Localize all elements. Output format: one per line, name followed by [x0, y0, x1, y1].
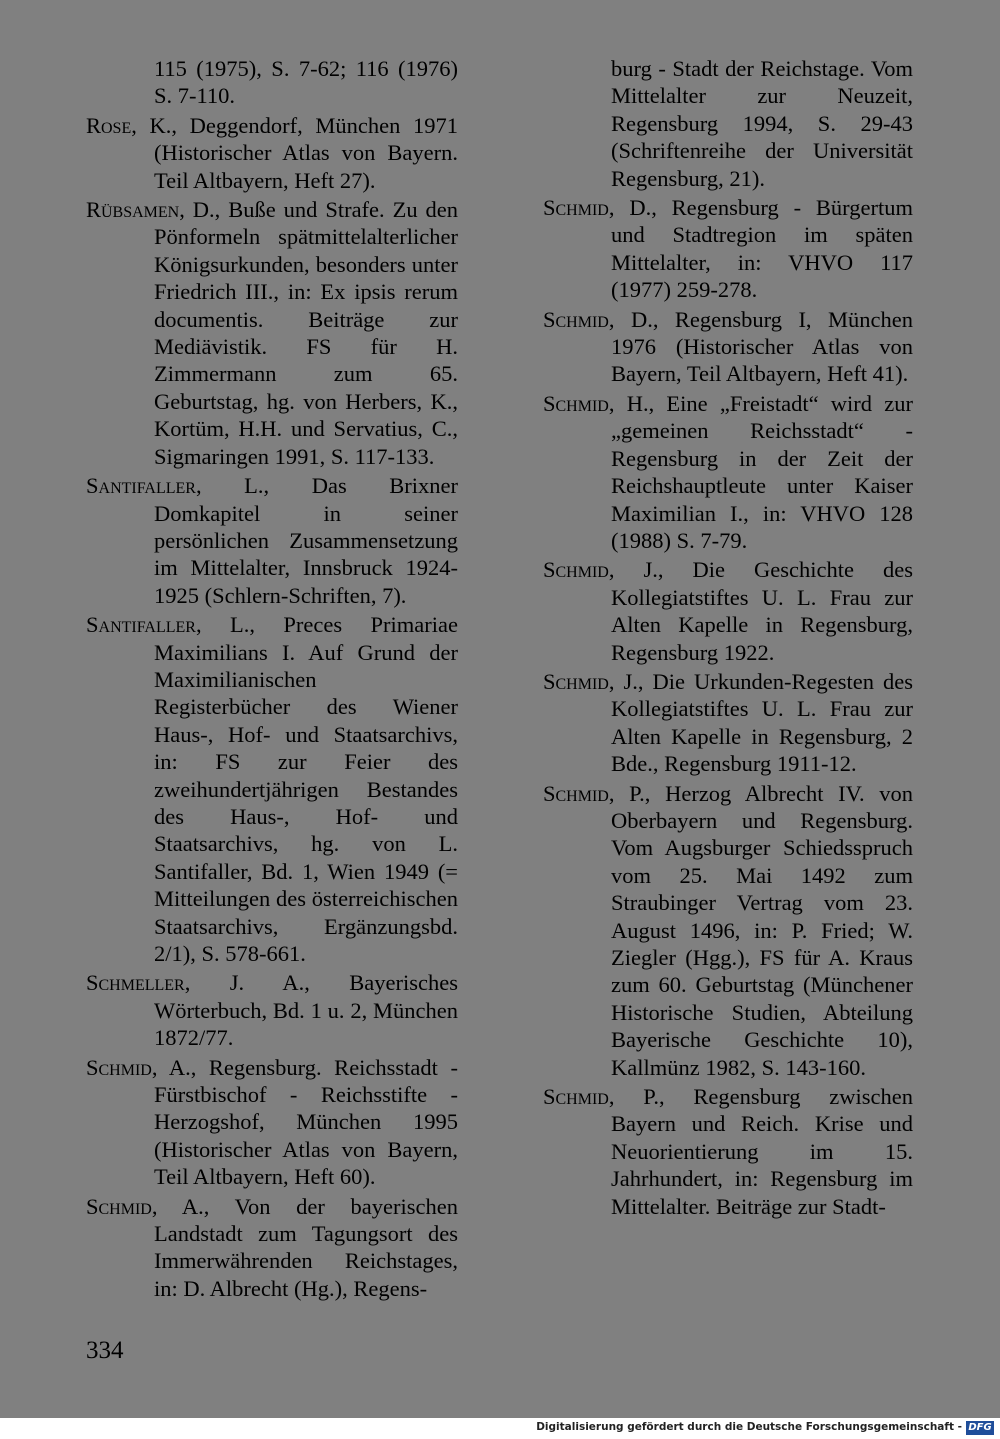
entry-author: Schmid	[86, 1054, 152, 1080]
bibliography-entry	[86, 611, 458, 967]
entry-text: , A., Von der bayerischen Landstadt zum Tagungsort des Immerwährenden Reichstages, in: D. Albrecht (Hg.), Regens-	[151, 1193, 458, 1301]
entry-text: , J., Die Urkunden-Regesten des Kollegiatstiftes U. L. Frau zur Alten Kapelle in Regensburg, 2 Bde., Regensburg 1911-12.	[608, 668, 913, 777]
dfg-logo: DFG	[966, 1421, 994, 1435]
left-column	[86, 55, 458, 1304]
entry-text: 115 (1975), S. 7-62; 116 (1976) S. 7-110.	[154, 56, 458, 109]
entry-author: Rose	[86, 112, 132, 138]
bibliography-entry	[86, 472, 458, 609]
bibliography-entry	[543, 780, 913, 1081]
bibliography-entry	[86, 1054, 458, 1191]
entry-author: Santifaller	[86, 612, 196, 638]
entry-text: , D., Regensburg I, München 1976 (Historischer Atlas von Bayern, Teil Altbayern, Heft 41).	[608, 306, 913, 387]
entry-text: , L., Preces Primariae Maximilians I. Auf Grund der Maximilianischen Registerbücher des Wiener Haus-, Hof- und Staatsarchivs, in: FS zur Feier des zweihundertjährigen Bestandes des Haus-, Hof- und Staatsarchivs, hg. von L. Santifaller, Bd. 1, Wien 1949 (= Mitteilungen des österreichischen Staatsarchivs, Ergänzungsbd. 2/1), S. 578-661.	[154, 612, 458, 966]
page-number: 334	[86, 1337, 124, 1364]
bibliography-entry	[543, 390, 913, 554]
entry-author: Schmid	[543, 306, 609, 332]
entry-text: , K., Deggendorf, München 1971 (Historischer Atlas von Bayern. Teil Altbayern, Heft 27).	[131, 112, 458, 193]
right-column	[543, 55, 913, 1222]
bibliography-entry	[86, 112, 458, 194]
bibliography-entry-continued	[86, 55, 458, 110]
entry-author: Schmeller	[86, 970, 185, 996]
entry-text: , J., Die Geschichte des Kollegiatstiftes U. L. Frau zur Alten Kapelle in Regensburg, Regensburg 1922.	[608, 557, 913, 665]
entry-author: Schmid	[543, 780, 609, 806]
bibliography-entry	[543, 1083, 913, 1220]
bibliography-entry	[86, 196, 458, 470]
bibliography-entry	[543, 668, 913, 778]
entry-author: Schmid	[86, 1193, 152, 1219]
entry-author: Schmid	[543, 668, 609, 694]
entry-author: Schmid	[543, 195, 609, 221]
bibliography-entry	[86, 1193, 458, 1303]
footer-credit-text: Digitalisierung gefördert durch die Deutsche Forschungsgemeinschaft -	[536, 1421, 962, 1433]
entry-text: , D., Regensburg - Bürgertum und Stadtregion im späten Mittelalter, in: VHVO 117 (1977) 259-278.	[608, 195, 913, 303]
bibliography-entry	[86, 969, 458, 1051]
bibliography-entry	[543, 194, 913, 304]
entry-text: , P., Regensburg zwischen Bayern und Reich. Krise und Neuorientierung im 15. Jahrhundert, in: Regensburg im Mittelalter. Beiträge zur Stadt-	[608, 1084, 913, 1219]
entry-text: , A., Regensburg. Reichsstadt - Fürstbischof - Reichsstifte - Herzogshof, München 1995 (Historischer Atlas von Bayern, Teil Altbayern, Heft 60).	[151, 1054, 458, 1190]
entry-text: , P., Herzog Albrecht IV. von Oberbayern und Regensburg. Vom Augsburger Schiedsspruch vom 25. Mai 1492 zum Straubinger Vertrag vom 23. August 1496, in: P. Fried; W. Ziegler (Hgg.), FS für A. Kraus zum 60. Geburtstag (Münchener Historische Studien, Abteilung Bayerische Geschichte 10), Kallmünz 1982, S. 143-160.	[608, 780, 913, 1080]
entry-author: Rübsamen	[86, 197, 180, 223]
entry-text: , D., Buße und Strafe. Zu den Pönformeln spätmittelalterlicher Königsurkunden, besonders unter Friedrich III., in: Ex ipsis rerum documentis. Beiträge zur Mediävistik. FS für H. Zimmermann zum 65. Geburtstag, hg. von Herbers, K., Kortüm, H.H. und Servatius, C., Sigmaringen 1991, S. 117-133.	[154, 197, 458, 469]
bibliography-entry	[543, 556, 913, 666]
entry-text: burg - Stadt der Reichstage. Vom Mittelalter zur Neuzeit, Regensburg 1994, S. 29-43 (Schriftenreihe der Universität Regensburg, 21).	[611, 56, 913, 191]
digitization-footer	[0, 1418, 1000, 1439]
entry-author: Schmid	[543, 557, 609, 583]
entry-text: , L., Das Brixner Domkapitel in seiner persönlichen Zusammensetzung im Mittelalter, Innsbruck 1924-1925 (Schlern-Schriften, 7).	[154, 473, 458, 608]
bibliography-entry-continued	[543, 55, 913, 192]
bibliography-entry	[543, 306, 913, 388]
entry-author: Santifaller	[86, 473, 196, 499]
entry-author: Schmid	[543, 390, 609, 416]
entry-text: , H., Eine „Freistadt“ wird zur „gemeinen Reichsstadt“ - Regensburg in der Zeit der Reichshauptleute unter Kaiser Maximilian I., in: VHVO 128 (1988) S. 7-79.	[608, 390, 913, 553]
entry-author: Schmid	[543, 1084, 609, 1110]
entry-text: , J. A., Bayerisches Wörterbuch, Bd. 1 u. 2, München 1872/77.	[154, 970, 458, 1051]
